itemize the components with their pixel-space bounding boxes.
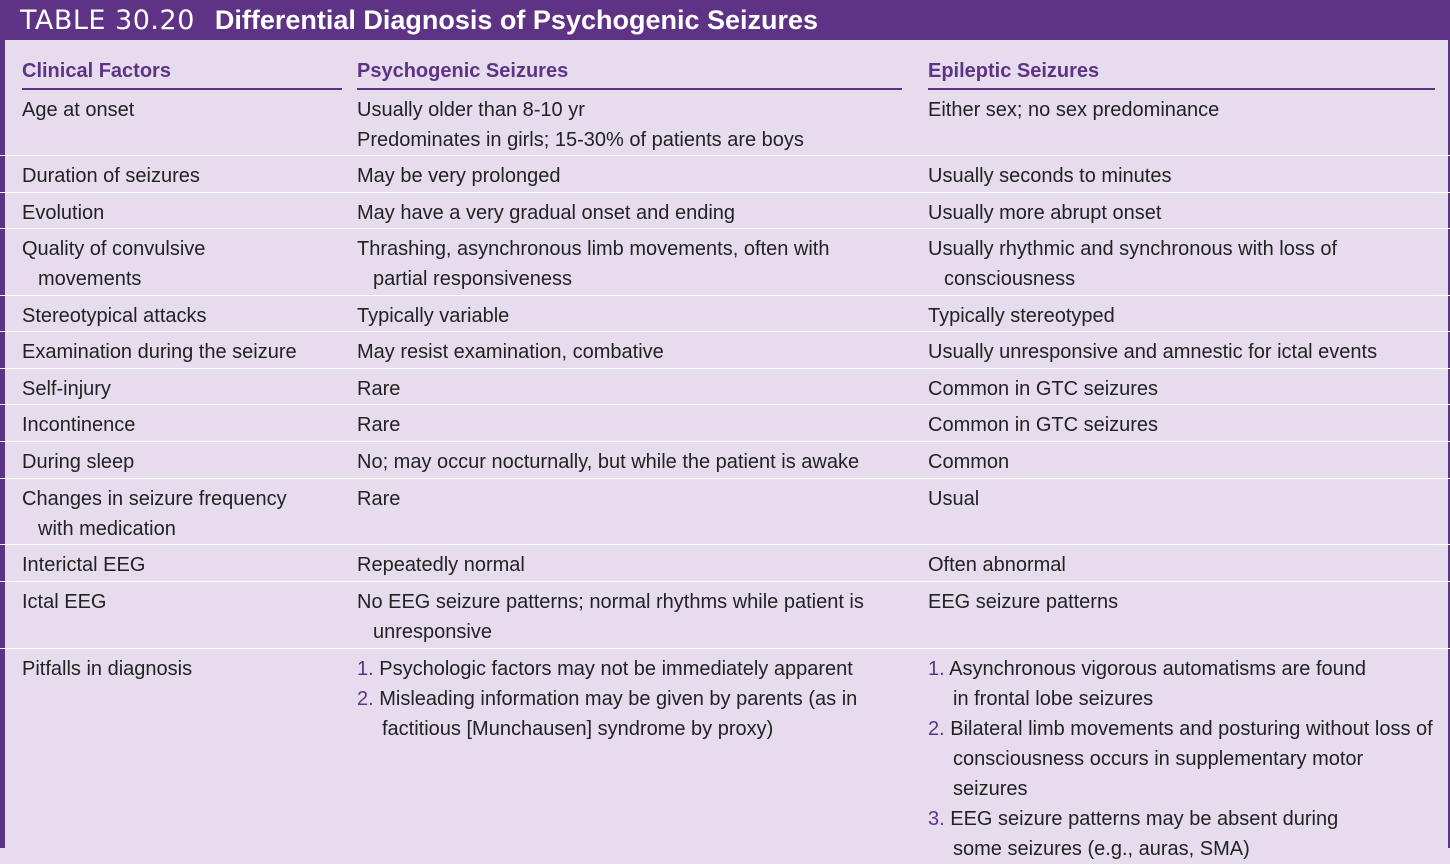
- table-row: [0, 479, 1450, 545]
- cell-psychogenic-list: [357, 654, 872, 744]
- table-row: [0, 545, 1450, 582]
- cell-factor: Quality of convulsive movements: [22, 238, 206, 290]
- cell-psychogenic: Typically variable: [357, 305, 510, 327]
- cell-psychogenic: Usually older than 8-10 yr Predominates in girls; 15-30% of patients are boys: [357, 99, 804, 151]
- cell-factor: Interictal EEG: [22, 554, 146, 576]
- cell-epileptic-list: [928, 654, 1433, 864]
- cell-factor: During sleep: [22, 451, 135, 473]
- cell-psychogenic: Rare: [357, 378, 401, 400]
- cell-epileptic: Usually rhythmic and synchronous with loss of consciousness: [928, 238, 1338, 290]
- cell-factor: Duration of seizures: [22, 165, 200, 187]
- header-epileptic: Epileptic Seizures: [928, 60, 1100, 82]
- cell-psychogenic: Repeatedly normal: [357, 554, 525, 576]
- header-psychogenic: Psychogenic Seizures: [357, 60, 569, 82]
- table-row: [0, 369, 1450, 405]
- table-row: [0, 332, 1450, 369]
- table-row: [0, 90, 1450, 156]
- cell-factor: Incontinence: [22, 414, 136, 436]
- list-item: 2. Misleading information may be given by parents (as in factitious [Munchausen] syndrome by proxy): [357, 688, 858, 740]
- cell-psychogenic: May resist examination, combative: [357, 341, 664, 363]
- cell-psychogenic: Rare: [357, 488, 401, 510]
- cell-factor: Stereotypical attacks: [22, 305, 207, 327]
- table-row-pitfalls: [0, 649, 1450, 860]
- cell-psychogenic: May have a very gradual onset and ending: [357, 202, 736, 224]
- table-row: [0, 405, 1450, 442]
- cell-epileptic: Usually unresponsive and amnestic for ictal events: [928, 341, 1378, 363]
- table-row: [0, 229, 1450, 296]
- cell-epileptic: Common in GTC seizures: [928, 414, 1159, 436]
- cell-factor: Age at onset: [22, 99, 135, 121]
- cell-epileptic: Common: [928, 451, 1010, 473]
- table-title-bar: [0, 0, 1450, 40]
- list-item: 2. Bilateral limb movements and posturing without loss of consciousness occurs in supplementary motor seizures: [928, 718, 1433, 800]
- cell-psychogenic: Rare: [357, 414, 401, 436]
- cell-factor: Self-injury: [22, 378, 111, 400]
- cell-factor: Examination during the seizure: [22, 341, 297, 363]
- cell-psychogenic: May be very prolonged: [357, 165, 561, 187]
- cell-factor: Ictal EEG: [22, 591, 107, 613]
- table-row: [0, 193, 1450, 229]
- list-item: 3. EEG seizure patterns may be absent during some seizures (e.g., auras, SMA): [928, 808, 1339, 860]
- cell-epileptic: Usually seconds to minutes: [928, 165, 1172, 187]
- cell-psychogenic: No EEG seizure patterns; normal rhythms while patient is unresponsive: [357, 591, 864, 643]
- cell-factor: Evolution: [22, 202, 105, 224]
- list-item: 1. Psychologic factors may not be immediately apparent: [357, 658, 853, 680]
- cell-epileptic: Either sex; no sex predominance: [928, 99, 1220, 121]
- table-row: [0, 442, 1450, 479]
- cell-factor: Pitfalls in diagnosis: [22, 658, 193, 680]
- cell-epileptic: Common in GTC seizures: [928, 378, 1159, 400]
- header-clinical-factors: Clinical Factors: [22, 60, 171, 82]
- table-row: [0, 296, 1450, 332]
- table-body: [0, 90, 1450, 860]
- cell-epileptic: Usual: [928, 488, 980, 510]
- cell-epileptic: EEG seizure patterns: [928, 591, 1119, 613]
- cell-psychogenic: Thrashing, asynchronous limb movements, often with partial responsiveness: [357, 238, 830, 290]
- table-title: Differential Diagnosis of Psychogenic Seizures: [214, 4, 819, 35]
- list-item: 1. Asynchronous vigorous automatisms are found in frontal lobe seizures: [928, 658, 1367, 710]
- table-number: TABLE 30.20: [20, 4, 195, 36]
- cell-epileptic: Often abnormal: [928, 554, 1066, 576]
- cell-psychogenic: No; may occur nocturnally, but while the patient is awake: [357, 451, 860, 473]
- table-row: [0, 156, 1450, 193]
- table-row: [0, 582, 1450, 649]
- cell-epileptic: Usually more abrupt onset: [928, 202, 1162, 224]
- cell-factor: Changes in seizure frequency with medication: [22, 488, 287, 540]
- cell-epileptic: Typically stereotyped: [928, 305, 1115, 327]
